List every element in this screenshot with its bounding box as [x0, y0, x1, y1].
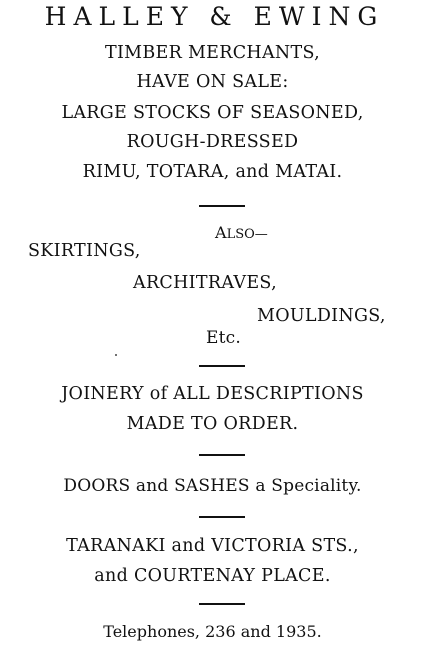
divider-rule: [199, 516, 245, 518]
timbers-line: RIMU, TOTARA, and MATAI.: [82, 162, 343, 182]
telephone-numbers: Telephones, 236 and 1935.: [103, 622, 322, 641]
product-mouldings: MOULDINGS,: [257, 306, 386, 326]
address-line-2: and COURTENAY PLACE.: [94, 566, 331, 586]
joinery-line-1: JOINERY of ALL DESCRIPTIONS: [61, 384, 364, 404]
address-line-1: TARANAKI and VICTORIA STS.,: [66, 536, 359, 556]
company-name: HALLEY & EWING: [44, 2, 385, 31]
also-rest: LSO—: [226, 227, 268, 242]
divider-rule: [199, 365, 245, 367]
divider-rule: [199, 603, 245, 605]
dressed-line: ROUGH-DRESSED: [126, 132, 299, 152]
joinery-line-2: MADE TO ORDER.: [126, 414, 299, 434]
also-initial: A: [215, 223, 227, 242]
product-architraves: ARCHITRAVES,: [133, 273, 277, 293]
stocks-line: LARGE STOCKS OF SEASONED,: [61, 103, 364, 123]
divider-rule: [199, 454, 245, 456]
business-type: TIMBER MERCHANTS,: [104, 43, 321, 63]
also-heading: [215, 225, 268, 241]
product-etc: Etc.: [206, 328, 241, 348]
doors-line: DOORS and SASHES a Speciality.: [63, 476, 362, 496]
on-sale-line: HAVE ON SALE:: [136, 72, 289, 92]
print-speck: [115, 354, 117, 356]
product-skirtings: SKIRTINGS,: [28, 241, 141, 261]
divider-rule: [199, 205, 245, 207]
